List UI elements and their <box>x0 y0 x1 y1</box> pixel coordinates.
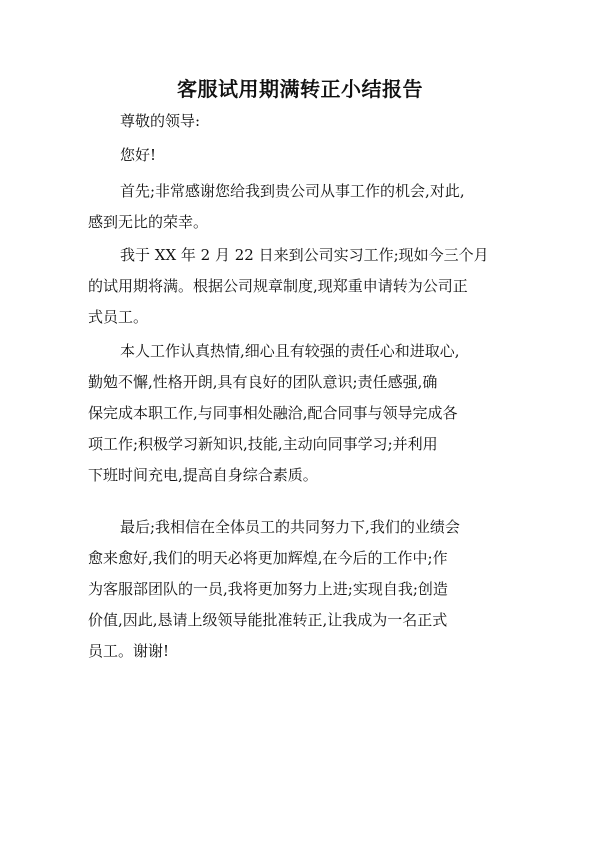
document-title: 客服试用期满转正小结报告 <box>177 77 423 101</box>
paragraph-line: 感到无比的荣幸。 <box>88 213 209 231</box>
paragraph-line: 式员工。 <box>88 308 149 326</box>
greeting <box>120 140 546 171</box>
salutation <box>120 106 546 137</box>
paragraph-line: 我于 XX 年 2 月 22 日来到公司实习工作;现如今三个月 <box>120 246 489 264</box>
paragraph-4 <box>88 512 514 667</box>
paragraph-line: 价值,因此,恳请上级领导能批准转正,让我成为一名正式 <box>88 611 448 629</box>
paragraph-line: 的试用期将满。根据公司规章制度,现郑重申请转为公司正 <box>88 277 468 295</box>
paragraph-line: 员工。谢谢! <box>88 642 170 660</box>
paragraph-line: 为客服部团队的一员,我将更加努力上进;实现自我;创造 <box>88 580 448 598</box>
paragraph-line: 保完成本职工作,与同事相处融洽,配合同事与领导完成各 <box>88 404 458 422</box>
salutation-line: 尊敬的领导: <box>120 112 201 130</box>
paragraph-line: 最后;我相信在全体员工的共同努力下,我们的业绩会 <box>120 518 460 536</box>
paragraph-line: 首先;非常感谢您给我到贵公司从事工作的机会,对此, <box>120 182 465 200</box>
paragraph-line: 项工作;积极学习新知识,技能,主动向同事学习;并利用 <box>88 435 438 453</box>
paragraph-line: 勤勉不懈,性格开朗,具有良好的团队意识;责任感强,确 <box>88 373 438 391</box>
paragraph-1 <box>88 176 514 238</box>
paragraph-2 <box>88 240 514 333</box>
paragraph-3 <box>88 336 514 491</box>
paragraph-line: 本人工作认真热情,细心且有较强的责任心和进取心, <box>120 342 460 360</box>
paragraph-line: 下班时间充电,提高自身综合素质。 <box>88 466 318 484</box>
greeting-line: 您好! <box>120 146 157 164</box>
paragraph-line: 愈来愈好,我们的明天必将更加辉煌,在今后的工作中;作 <box>88 549 448 567</box>
